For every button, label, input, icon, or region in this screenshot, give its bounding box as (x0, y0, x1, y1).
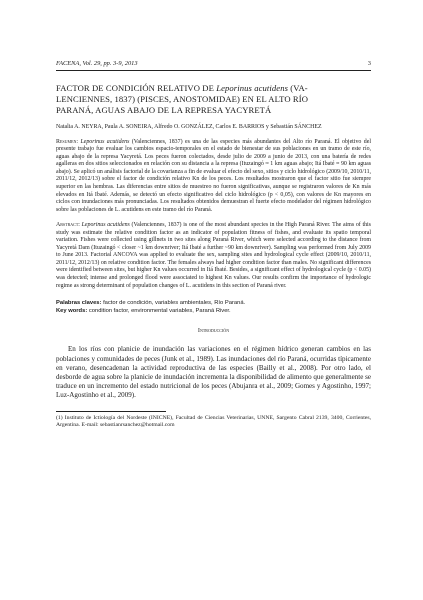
footnote-email[interactable]: sebastianrsanchez@hotmail.com (99, 421, 175, 428)
journal-citation: FACENA, Vol. 29, pp. 3-9, 2013 (56, 60, 138, 67)
intro-paragraph: En los ríos con planicie de inundación las variaciones en el régimen hídrico generan cambios en las poblaciones y comunidades de peces (Junk et al., 1989). Las inundaciones del río Paraná, ocurridas típicamente en verano, desencadenan la actividad reproductiva de las especies (Bailly et al., 2008). Por otro lado, el desborde de agua sobre la planicie de inundación incrementa la disponibilidad de alimento que generalmente se traduce en un incremento del estado nutricional de los peces (Abujanra et al., 2009; Gomes y Agostinho, 1997; Luz-Agostinho et al., 2009). (56, 345, 371, 400)
keywords-es (56, 300, 371, 308)
keywords-es-text: factor de condición, variables ambientales, Río Paraná. (101, 300, 246, 307)
abstract-text: (Valenciennes, 1837) is one of the most abundant species in the High Paraná River. The aims of this study was estimate the relative condition factor as an indicator of population fitness of fishes, and evaluate its spatio temporal variation. Fishes were collected using gillnets in two sites along Paraná River, which were selected according to the distance from Yacyretá Dam (Ituzaingó < closer ~1 km downriver; Itá Ibaté a further ~90 km downriver). Sampling was performed from July 2009 to June 2013. Factorial ANCOVA was applied to evaluate the sex, sampling sites and hydrological cycle effect (2009/10, 2010/11, 2011/12, 2012/13) on relative condition factor. The females always had higher condition factor than males. No significant differences were identified between sites, but higher Kn values occurred in Itá Ibaté. Besides, a significant effect of hydrological cycle (p < 0.05) was detected; intense and prolonged flood were associated to highest Kn values. Our results confirm the importance of hydrologic regime as strong determinant of population changes of L. acutidens in this section of Paraná river. (56, 222, 371, 289)
keywords-es-label: Palabras claves: (56, 300, 102, 307)
running-head (56, 60, 371, 68)
paper-title (56, 83, 371, 117)
title-line1-b: (VA- (288, 82, 308, 93)
keywords-en (56, 308, 371, 316)
section-heading-introduccion: Introducción (197, 327, 230, 335)
abstract-block (56, 222, 371, 290)
resumen-block (56, 139, 371, 214)
footnote-text: (1) Instituto de Ictiología del Nordeste (INICNE), Facultad de Ciencias Veterinarias, UNNE, Sargento Cabral 2139, 3400, Corrientes, Argentina. E-mail: (56, 414, 371, 428)
title-species: Leporinus acutidens (216, 82, 289, 93)
footnote-rule (56, 411, 166, 412)
resumen-species: Leporinus acutidens (80, 138, 130, 145)
keywords-block (56, 300, 371, 315)
resumen-heading: Resumen: (56, 138, 79, 145)
title-line3: PARANÁ, AGUAS ABAJO DE LA REPRESA YACYRETÁ (56, 105, 272, 116)
resumen-text: (Valenciennes, 1837) es una de las especies más abundantes del Alto río Paraná. El objetivo del presente trabajo fue evaluar los cambios espacio-temporales en el estado de bienestar de sus poblaciones en un tramo de este río, aguas abajo de la represa Yacyretá. Los peces fueron colectados, desde julio de 2009 a junio de 2013, con una batería de redes agalleras en dos sitios seleccionados en relación con su distancia a la represa (Ituzaingó ≈ 1 km aguas abajo; Itá Ibaté ≈ 90 km aguas abajo). Se aplicó un análisis factorial de la covarianza a fin de evaluar el efecto del sexo, sitios y ciclo hidrológico (2009/10, 2010/11, 2011/12, 2012/13) sobre el factor de condición relativo Kn de los peces. Los resultados mostraron que el factor sitio fue siempre superior en las hembras. Las diferencias entre sitios de muestreo no fueron significativas, aunque se registraron valores de Kn más elevados en Itá Ibaté. Además, se detectó un efecto significativo del ciclo hidrológico (p < 0,05), con valores de Kn mayores en ciclos con inundaciones más pronunciadas. Los resultados obtenidos demuestran el fuerte efecto modelador del régimen hidrológico sobre las poblaciones de L. acutidens en este tramo del río Paraná. (56, 138, 371, 213)
abstract-species: Leporinus acutidens (81, 222, 130, 229)
affiliation-footnote (56, 415, 371, 430)
title-line1-a: FACTOR DE CONDICIÓN RELATIVO DE (56, 82, 217, 93)
page-number: 3 (367, 60, 371, 67)
author-list: Natalia A. NEYRA, Paula A. SONEIRA, Alfredo O. GONZÁLEZ, Carlos E. BARRIOS y Sebastián SÁNCHEZ (56, 123, 322, 130)
keywords-en-label: Key words: (56, 307, 88, 314)
keywords-en-text: condition factor, environmental variables, Paraná River. (87, 307, 231, 314)
header-rule (56, 70, 371, 71)
abstract-heading: Abstract: (56, 222, 80, 229)
title-line2: LENCIENNES, 1837) (PISCES, ANOSTOMIDAE) EN EL ALTO RÍO (56, 93, 308, 104)
